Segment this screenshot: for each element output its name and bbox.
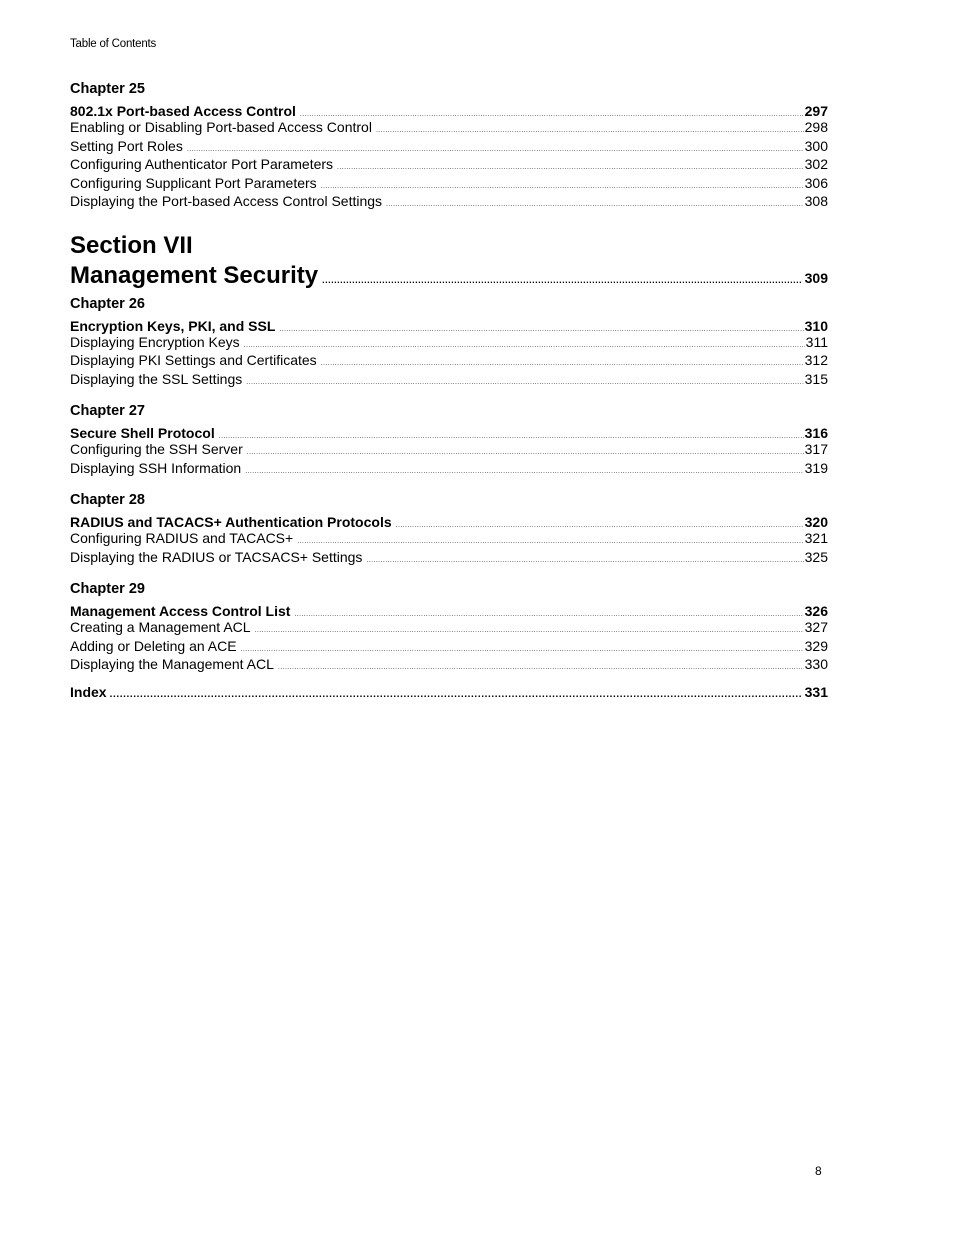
chapter-27-block bbox=[70, 402, 828, 477]
entry-page: 302 bbox=[804, 156, 828, 172]
entry-page: 326 bbox=[804, 603, 828, 619]
entry-title: Displaying the Management ACL bbox=[70, 656, 274, 672]
entry-page: 308 bbox=[804, 193, 828, 209]
toc-main-entry[interactable] bbox=[70, 424, 828, 440]
entry-title: Configuring Authenticator Port Parameters bbox=[70, 156, 334, 172]
entry-page: 300 bbox=[804, 137, 828, 154]
entry-page: 330 bbox=[804, 656, 828, 672]
entry-title: Displaying PKI Settings and Certificates bbox=[70, 352, 317, 368]
section-label: Section VII bbox=[70, 231, 193, 259]
entry-title: Secure Shell Protocol bbox=[70, 425, 215, 441]
running-head: Table of Contents bbox=[70, 38, 157, 50]
dot-leader bbox=[366, 556, 803, 566]
entry-title: Displaying Encryption Keys bbox=[70, 333, 240, 350]
entry-title: Configuring the SSH Server bbox=[70, 441, 243, 457]
entry-page: 315 bbox=[804, 370, 828, 387]
dot-leader bbox=[279, 325, 803, 335]
entry-title: Displaying the RADIUS or TACSACS+ Settings bbox=[70, 548, 363, 565]
entry-title: Setting Port Roles bbox=[70, 137, 183, 154]
dot-leader bbox=[294, 610, 803, 620]
entry-title: RADIUS and TACACS+ Authentication Protocols bbox=[70, 514, 392, 530]
dot-leader bbox=[107, 689, 801, 700]
dot-leader bbox=[187, 145, 804, 155]
dot-leader bbox=[376, 126, 804, 136]
entry-title: Displaying the SSL Settings bbox=[70, 370, 243, 387]
entry-title: Adding or Deleting an ACE bbox=[70, 637, 237, 654]
section-block bbox=[70, 231, 828, 291]
chapter-29-block bbox=[70, 580, 828, 674]
dot-leader bbox=[321, 182, 804, 192]
dot-leader bbox=[241, 645, 804, 655]
entry-page: 306 bbox=[804, 174, 828, 191]
toc-main-entry[interactable] bbox=[70, 317, 828, 333]
entry-title: Creating a Management ACL bbox=[70, 619, 251, 635]
chapter-label: Chapter 25 bbox=[70, 81, 145, 97]
toc-entry[interactable] bbox=[70, 370, 828, 389]
chapter-25-block bbox=[70, 80, 828, 211]
dot-leader bbox=[244, 341, 805, 351]
toc-entry[interactable] bbox=[70, 174, 828, 193]
section-title: Management Security bbox=[70, 261, 319, 289]
entry-title: Displaying the Port-based Access Control Settings bbox=[70, 193, 383, 209]
dot-leader bbox=[247, 448, 804, 458]
entry-page: 327 bbox=[804, 619, 828, 635]
toc-entry[interactable] bbox=[70, 618, 828, 637]
entry-page: 317 bbox=[804, 441, 828, 457]
entry-page: 312 bbox=[804, 352, 828, 368]
entry-page: 316 bbox=[804, 425, 828, 441]
page-number: 8 bbox=[815, 1164, 822, 1178]
entry-page: 297 bbox=[804, 103, 828, 119]
entry-title: Configuring RADIUS and TACACS+ bbox=[70, 530, 294, 546]
index-entry[interactable] bbox=[70, 684, 828, 700]
dot-leader bbox=[246, 378, 803, 388]
chapter-label: Chapter 26 bbox=[70, 295, 145, 312]
toc-entry[interactable] bbox=[70, 440, 828, 459]
toc-main-entry[interactable] bbox=[70, 602, 828, 618]
toc-main-entry[interactable] bbox=[70, 102, 828, 118]
chapter-label: Chapter 29 bbox=[70, 581, 145, 597]
dot-leader bbox=[278, 663, 804, 673]
dot-leader bbox=[245, 467, 803, 477]
toc-entry[interactable] bbox=[70, 192, 828, 211]
index-title: Index bbox=[70, 683, 107, 700]
entry-page: 311 bbox=[805, 333, 828, 350]
entry-title: Management Access Control List bbox=[70, 603, 291, 619]
dot-leader bbox=[396, 521, 804, 531]
toc-entry[interactable] bbox=[70, 655, 828, 674]
dot-leader bbox=[322, 275, 801, 285]
toc-entry[interactable] bbox=[70, 155, 828, 174]
chapter-label: Chapter 28 bbox=[70, 492, 145, 508]
entry-page: 329 bbox=[804, 637, 828, 654]
entry-page: 298 bbox=[804, 119, 828, 135]
toc-entry[interactable] bbox=[70, 637, 828, 656]
section-page: 309 bbox=[804, 269, 828, 286]
entry-title: Displaying SSH Information bbox=[70, 459, 242, 476]
entry-page: 319 bbox=[804, 459, 828, 476]
dot-leader bbox=[297, 537, 803, 547]
entry-title: 802.1x Port-based Access Control bbox=[70, 103, 296, 119]
section-title-entry[interactable] bbox=[70, 261, 828, 291]
chapter-28-block bbox=[70, 491, 828, 566]
entry-page: 320 bbox=[804, 514, 828, 530]
dot-leader bbox=[337, 163, 804, 173]
toc-entry[interactable] bbox=[70, 351, 828, 370]
chapter-26-block bbox=[70, 295, 828, 389]
dot-leader bbox=[321, 359, 804, 369]
entry-page: 310 bbox=[804, 317, 828, 334]
index-page: 331 bbox=[804, 683, 828, 700]
entry-page: 325 bbox=[804, 548, 828, 565]
toc-entry[interactable] bbox=[70, 137, 828, 156]
dot-leader bbox=[386, 200, 804, 210]
entry-page: 321 bbox=[804, 530, 828, 546]
toc-entry[interactable] bbox=[70, 529, 828, 548]
entry-title: Encryption Keys, PKI, and SSL bbox=[70, 317, 276, 334]
entry-title: Configuring Supplicant Port Parameters bbox=[70, 174, 317, 191]
entry-title: Enabling or Disabling Port-based Access Control bbox=[70, 119, 372, 135]
toc-entry[interactable] bbox=[70, 118, 828, 137]
chapter-label: Chapter 27 bbox=[70, 403, 145, 419]
toc-entry[interactable] bbox=[70, 548, 828, 567]
dot-leader bbox=[219, 432, 804, 442]
toc-main-entry[interactable] bbox=[70, 513, 828, 529]
dot-leader bbox=[255, 626, 804, 636]
toc-entry[interactable] bbox=[70, 459, 828, 478]
table-of-contents bbox=[70, 80, 828, 700]
toc-entry[interactable] bbox=[70, 333, 828, 352]
